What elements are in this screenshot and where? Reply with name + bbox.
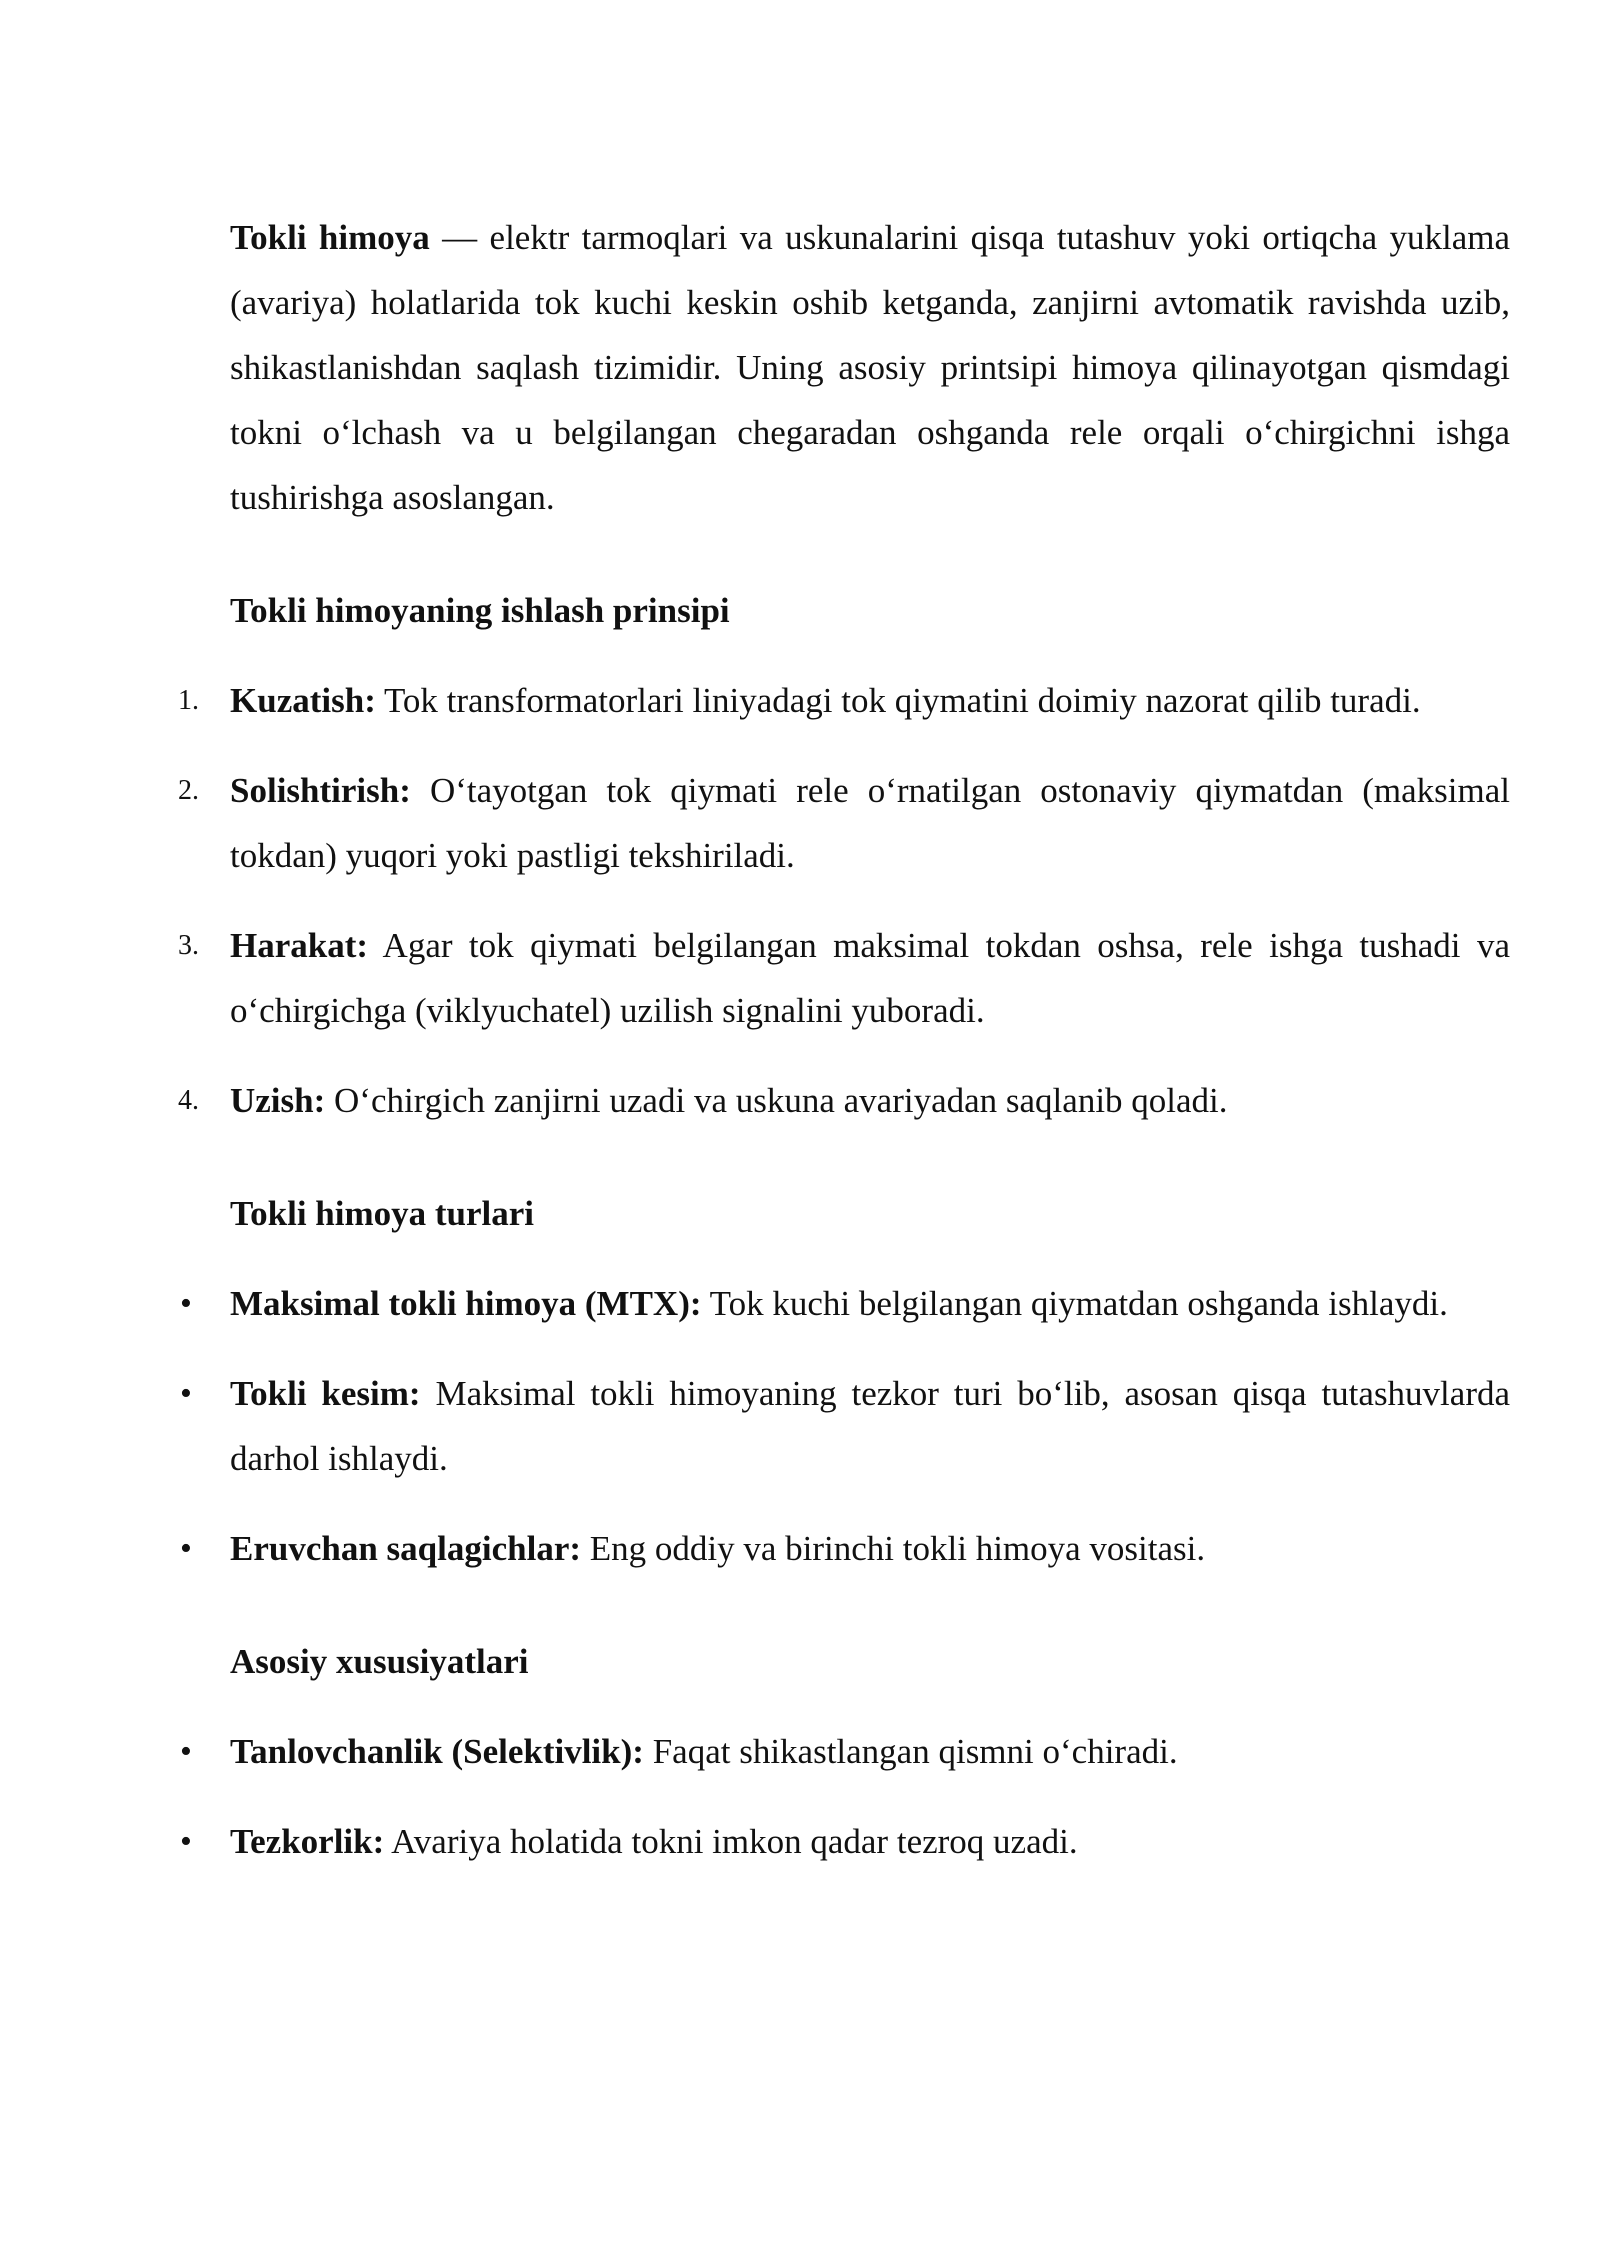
list-number: 1.: [178, 685, 199, 716]
item-term: Uzish:: [230, 1081, 326, 1120]
list-item: [180, 1361, 1511, 1491]
item-text: Tok kuchi belgilangan qiymatdan oshganda ishlaydi.: [701, 1284, 1448, 1323]
intro-paragraph: [230, 205, 1510, 530]
document-body: [178, 205, 1511, 1874]
item-text: Tok transformatorlari liniyadagi tok qiymatini doimiy nazorat qilib turadi.: [375, 681, 1421, 720]
principle-list: [178, 668, 1510, 1133]
list-number: 2.: [178, 775, 199, 806]
intro-term: Tokli himoya: [230, 218, 430, 257]
intro-text: — elektr tarmoqlari va uskunalarini qisqa tutashuv yoki ortiqcha yuklama (avariya) holatlarida tok kuchi keskin oshib ketganda, zanjirni avtomatik ravishda uzib, shikastlanishdan saqlash tizimidir. Uning asosiy printsipi himoya qilinayotgan qismdagi tokni o‘lchash va u belgilangan chegaradan oshganda rele orqali o‘chirgichni ishga tushirishga asoslangan.: [230, 218, 1511, 517]
list-item: [178, 913, 1510, 1043]
bullet-marker: •: [180, 1375, 192, 1412]
types-list: [180, 1271, 1511, 1581]
section-heading-types: Tokli himoya turlari: [230, 1194, 535, 1233]
item-term: Tokli kesim:: [230, 1374, 421, 1413]
list-item: [180, 1719, 1510, 1784]
item-term: Solishtirish:: [230, 771, 411, 810]
item-term: Kuzatish:: [230, 681, 376, 720]
list-item: [180, 1809, 1510, 1874]
item-term: Eruvchan saqlagichlar:: [230, 1529, 582, 1568]
item-text: O‘chirgich zanjirni uzadi va uskuna avariyadan saqlanib qoladi.: [325, 1081, 1228, 1120]
bullet-marker: •: [180, 1823, 192, 1860]
item-term: Maksimal tokli himoya (MTX):: [230, 1284, 702, 1323]
item-text: Maksimal tokli himoyaning tezkor turi bo‘lib, asosan qisqa tutashuvlarda darhol ishlaydi.: [230, 1374, 1511, 1478]
item-term: Tanlovchanlik (Selektivlik):: [230, 1732, 644, 1771]
bullet-marker: •: [180, 1285, 192, 1322]
item-text: Avariya holatida tokni imkon qadar tezroq uzadi.: [384, 1822, 1078, 1861]
list-item: [178, 1068, 1510, 1133]
item-term: Tezkorlik:: [230, 1822, 385, 1861]
list-number: 4.: [178, 1085, 199, 1116]
section-heading-features: Asosiy xususiyatlari: [230, 1642, 529, 1681]
item-text: Faqat shikastlangan qismni o‘chiradi.: [643, 1732, 1178, 1771]
item-term: Harakat:: [230, 926, 369, 965]
list-number: 3.: [178, 930, 199, 961]
item-text: O‘tayotgan tok qiymati rele o‘rnatilgan ostonaviy qiymatdan (maksimal tokdan) yuqori yoki pastligi tekshiriladi.: [230, 771, 1510, 875]
bullet-marker: •: [180, 1733, 192, 1770]
features-list: [180, 1719, 1510, 1874]
list-item: [180, 1516, 1510, 1581]
list-item: [178, 668, 1510, 733]
list-item: [178, 758, 1510, 888]
item-text: Agar tok qiymati belgilangan maksimal tokdan oshsa, rele ishga tushadi va o‘chirgichga (viklyuchatel) uzilish signalini yuboradi.: [230, 926, 1510, 1030]
section-heading-principle: Tokli himoyaning ishlash prinsipi: [230, 591, 730, 630]
list-item: [180, 1271, 1510, 1336]
bullet-marker: •: [180, 1530, 192, 1567]
item-text: Eng oddiy va birinchi tokli himoya vositasi.: [581, 1529, 1206, 1568]
